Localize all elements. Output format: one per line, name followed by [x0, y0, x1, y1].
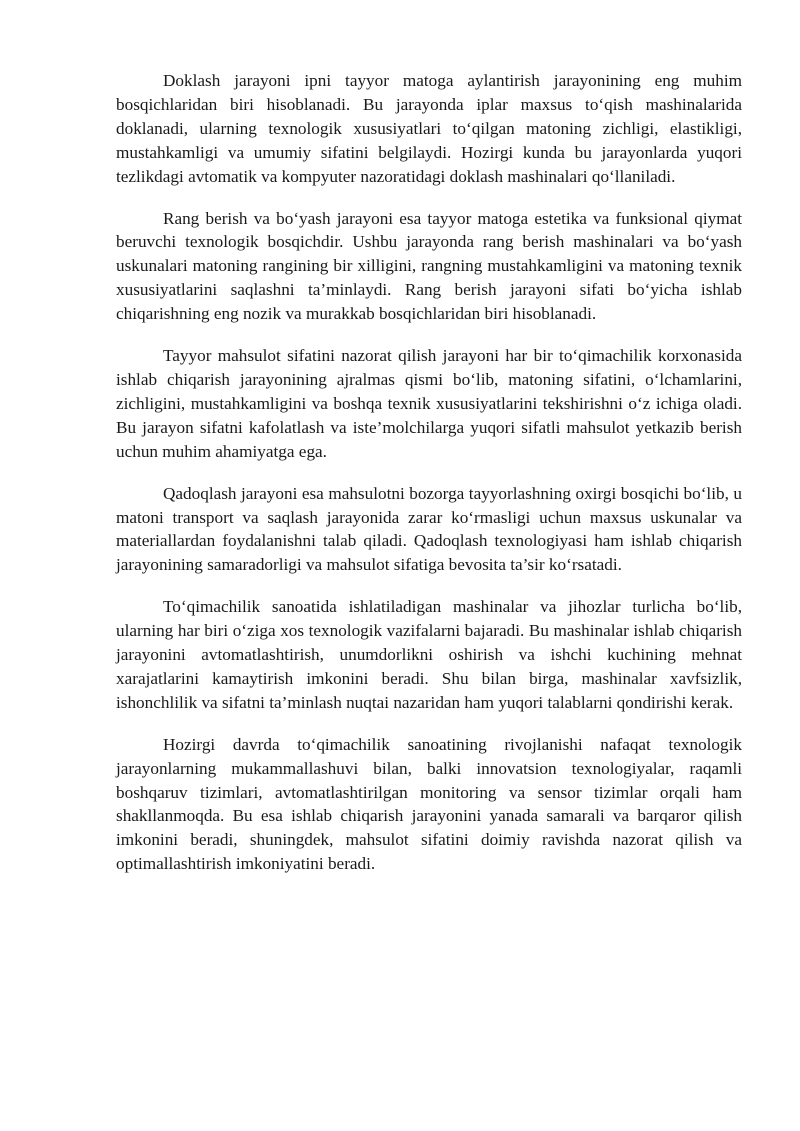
document-page — [116, 69, 742, 894]
paragraph-qadoqlash: Qadoqlash jarayoni esa mahsulotni bozorga tayyorlashning oxirgi bosqichi bo‘lib, u matoni transport va saqlash jarayonida zarar ko‘rmasligi uchun maxsus uskunalar va materiallardan foydalanishni talab qiladi. Qadoqlash texnologiyasi ham ishlab chiqarish jarayonining samaradorligi va mahsulot sifatiga bevosita ta’sir ko‘rsatadi. — [116, 483, 742, 575]
paragraph-rivojlanish: Hozirgi davrda to‘qimachilik sanoatining rivojlanishi nafaqat texnologik jarayonlarning mukammallashuvi bilan, balki innovatsion texnologiyalar, raqamli boshqaruv tizimlari, avtomatlashtirilgan monitoring va sensor tizimlar orqali ham shakllanmoqda. Bu esa ishlab chiqarish jarayonini yanada samarali va barqaror qilish imkonini beradi, shuningdek, mahsulot sifatini doimiy ravishda nazorat qilish va optimallashtirish imkoniyatini beradi. — [116, 734, 742, 874]
paragraph-sifat-nazorati: Tayyor mahsulot sifatini nazorat qilish jarayoni har bir to‘qimachilik korxonasida ishlab chiqarish jarayonining ajralmas qismi bo‘lib, matoning sifatini, o‘lchamlarini, zichligini, mustahkamligini va boshqa texnik xususiyatlarini tekshirishni o‘z ichiga oladi. Bu jarayon sifatni kafolatlash va iste’molchilarga yuqori sifatli mahsulot yetkazib berish uchun muhim ahamiyatga ega. — [116, 346, 742, 461]
paragraph-rang-berish: Rang berish va bo‘yash jarayoni esa tayyor matoga estetika va funksional qiymat beruvchi texnologik bosqichdir. Ushbu jarayonda rang berish mashinalari va bo‘yash uskunalari matoning rangining bir xilligini, rangning mustahkamligini va matoning texnik xususiyatlarini saqlashni ta’minlaydi. Rang berish jarayoni sifati bo‘yicha ishlab chiqarishning eng nozik va murakkab bosqichlaridan biri hisoblanadi. — [116, 208, 742, 324]
paragraph-doklash: Doklash jarayoni ipni tayyor matoga aylantirish jarayonining eng muhim bosqichlaridan biri hisoblanadi. Bu jarayonda iplar maxsus to‘qish mashinalarida doklanadi, ularning texnologik xususiyatlari to‘qilgan matoning zichligi, elastikligi, mustahkamligi va umumiy sifatini belgilaydi. Hozirgi kunda bu jarayonlarda yuqori tezlikdagi avtomatik va kompyuter nazoratidagi doklash mashinalari qo‘llaniladi. — [116, 71, 742, 186]
paragraph-mashinalar: To‘qimachilik sanoatida ishlatiladigan mashinalar va jihozlar turlicha bo‘lib, ularning har biri o‘ziga xos texnologik vazifalarni bajaradi. Bu mashinalar ishlab chiqarish jarayonini avtomatlashtirish, unumdorlikni oshirish va ishchi kuchining mehnat xarajatlarini kamaytirish imkonini beradi. Shu bilan birga, mashinalar xavfsizlik, ishonchlilik va sifatni ta’minlash nuqtai nazaridan ham yuqori talablarni qondirishi kerak. — [116, 597, 742, 712]
